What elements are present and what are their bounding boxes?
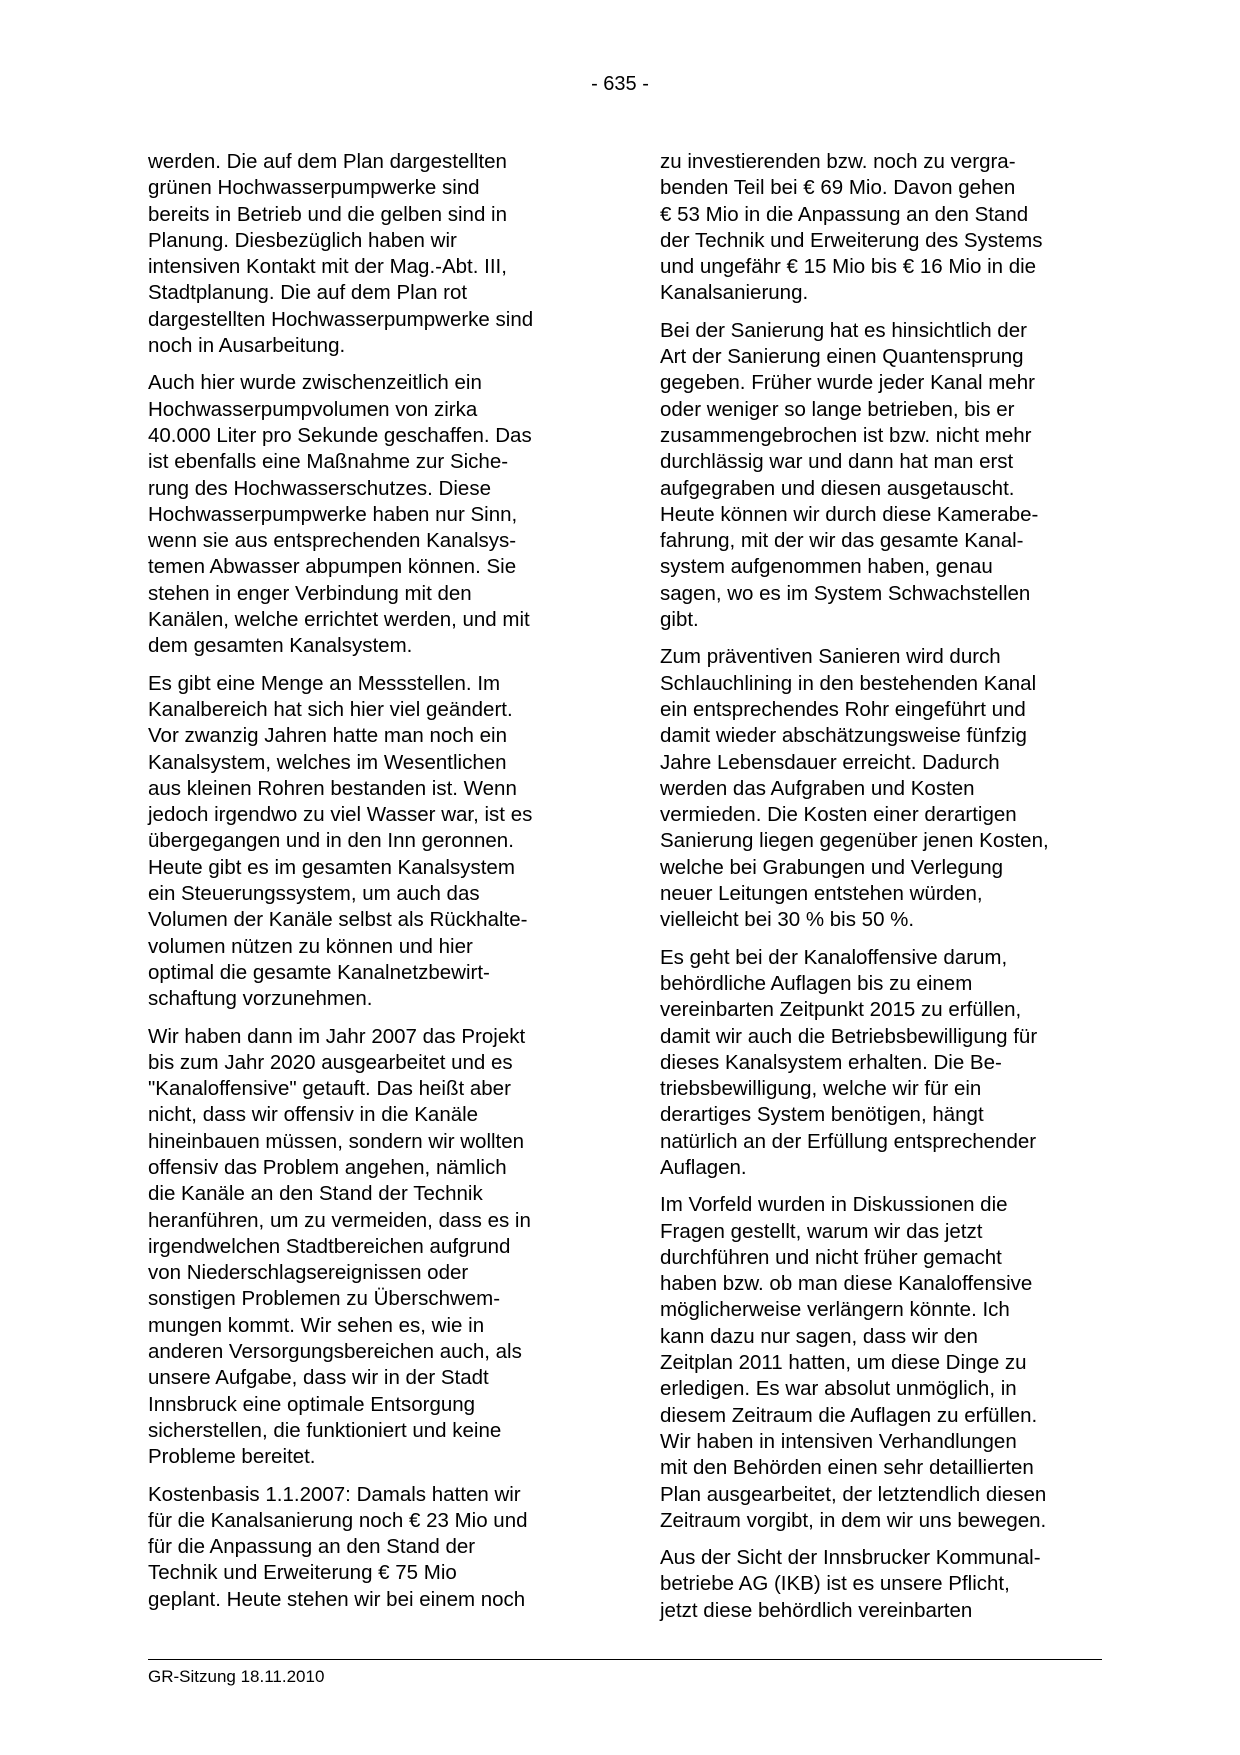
text-line: Art der Sanierung einen Quantensprung	[660, 345, 1024, 369]
left-column	[148, 149, 588, 1624]
text-line: durchführen und nicht früher gemacht	[660, 1245, 1002, 1269]
paragraph	[660, 945, 1100, 1182]
text-line: Zeitplan 2011 hatten, um diese Dinge zu	[660, 1351, 1027, 1375]
text-line: stehen in enger Verbindung mit den	[148, 581, 472, 605]
page-number: - 635 -	[591, 73, 649, 95]
text-line: fahrung, mit der wir das gesamte Kanal-	[660, 529, 1024, 553]
text-line: noch in Ausarbeitung.	[148, 334, 346, 358]
paragraph	[148, 1482, 588, 1613]
text-line: dieses Kanalsystem erhalten. Die Be-	[660, 1050, 1002, 1074]
text-line: heranführen, um zu vermeiden, dass es in	[148, 1208, 531, 1232]
text-line: durchlässig war und dann hat man erst	[660, 450, 1014, 474]
text-line: Fragen gestellt, warum wir das jetzt	[660, 1219, 983, 1243]
paragraph	[148, 370, 588, 659]
text-line: derartiges System benötigen, hängt	[660, 1103, 984, 1127]
text-line: hineinbauen müssen, sondern wir wollten	[148, 1129, 525, 1153]
text-line: aus kleinen Rohren bestanden ist. Wenn	[148, 776, 517, 800]
text-line: Plan ausgearbeitet, der letztendlich diesen	[660, 1482, 1047, 1506]
text-line: bis zum Jahr 2020 ausgearbeitet und es	[148, 1050, 513, 1074]
text-line: sonstigen Problemen zu Überschwem-	[148, 1287, 501, 1311]
text-line: zu investierenden bzw. noch zu vergra-	[660, 150, 1016, 173]
paragraph	[660, 149, 1100, 307]
text-line: Zum präventiven Sanieren wird durch	[660, 645, 1001, 669]
text-line: triebsbewilligung, welche wir für ein	[660, 1077, 982, 1101]
text-line: 40.000 Liter pro Sekunde geschaffen. Das	[148, 423, 532, 447]
paragraph	[148, 149, 588, 359]
text-line: mungen kommt. Wir sehen es, wie in	[148, 1313, 485, 1337]
text-line: dem gesamten Kanalsystem.	[148, 634, 413, 658]
text-line: möglicherweise verlängern könnte. Ich	[660, 1298, 1010, 1322]
text-line: Kostenbasis 1.1.2007: Damals hatten wir	[148, 1482, 521, 1506]
text-line: Planung. Diesbezüglich haben wir	[148, 228, 457, 252]
text-line: Technik und Erweiterung € 75 Mio	[148, 1561, 457, 1585]
text-line: Heute gibt es im gesamten Kanalsystem	[148, 855, 515, 879]
text-line: "Kanaloffensive" getauft. Das heißt aber	[148, 1077, 511, 1101]
footer-divider	[148, 1659, 1102, 1660]
text-line: zusammengebrochen ist bzw. nicht mehr	[660, 423, 1032, 447]
paragraph	[660, 644, 1100, 933]
text-line: Vor zwanzig Jahren hatte man noch ein	[148, 724, 507, 748]
text-line: aufgegraben und diesen ausgetauscht.	[660, 476, 1015, 500]
text-line: jetzt diese behördlich vereinbarten	[660, 1598, 973, 1622]
text-line: übergegangen und in den Inn geronnen.	[148, 829, 514, 853]
text-line: ist ebenfalls eine Maßnahme zur Siche-	[148, 450, 509, 474]
text-line: die Kanäle an den Stand der Technik	[148, 1182, 483, 1206]
paragraph	[148, 1024, 588, 1471]
text-line: anderen Versorgungsbereichen auch, als	[148, 1340, 522, 1364]
text-line: Auflagen.	[660, 1155, 747, 1179]
text-line: oder weniger so lange betrieben, bis er	[660, 397, 1015, 421]
text-line: mit den Behörden einen sehr detaillierten	[660, 1456, 1034, 1480]
text-line: Jahre Lebensdauer erreicht. Dadurch	[660, 750, 1000, 774]
text-line: Kanälen, welche errichtet werden, und mit	[148, 608, 530, 632]
text-line: jedoch irgendwo zu viel Wasser war, ist es	[148, 803, 533, 827]
text-line: Wir haben dann im Jahr 2007 das Projekt	[148, 1024, 526, 1048]
text-line: diesem Zeitraum die Auflagen zu erfüllen.	[660, 1403, 1038, 1427]
text-line: system aufgenommen haben, genau	[660, 555, 993, 579]
text-line: für die Anpassung an den Stand der	[148, 1535, 476, 1559]
text-line: behördliche Auflagen bis zu einem	[660, 971, 973, 995]
text-line: benden Teil bei € 69 Mio. Davon gehen	[660, 176, 1016, 200]
text-line: Schlauchlining in den bestehenden Kanal	[660, 671, 1037, 695]
text-line: Volumen der Kanäle selbst als Rückhalte-	[148, 908, 528, 932]
text-line: damit wir auch die Betriebsbewilligung für	[660, 1024, 1038, 1048]
text-line: Es gibt eine Menge an Messstellen. Im	[148, 671, 501, 695]
text-line: Innsbruck eine optimale Entsorgung	[148, 1392, 476, 1416]
text-line: geplant. Heute stehen wir bei einem noch	[148, 1587, 526, 1611]
text-line: von Niederschlagsereignissen oder	[148, 1261, 469, 1285]
text-line: vereinbarten Zeitpunkt 2015 zu erfüllen,	[660, 998, 1022, 1022]
text-line: unsere Aufgabe, dass wir in der Stadt	[148, 1366, 489, 1390]
text-line: Hochwasserpumpvolumen von zirka	[148, 397, 478, 421]
text-line: vermieden. Die Kosten einer derartigen	[660, 803, 1017, 827]
text-line: bereits in Betrieb und die gelben sind in	[148, 202, 507, 226]
text-line: ein Steuerungssystem, um auch das	[148, 882, 480, 906]
paragraph	[148, 671, 588, 1013]
text-line: irgendwelchen Stadtbereichen aufgrund	[148, 1234, 511, 1258]
text-line: intensiven Kontakt mit der Mag.-Abt. III,	[148, 255, 507, 279]
text-line: gegeben. Früher wurde jeder Kanal mehr	[660, 371, 1035, 395]
text-line: und ungefähr € 15 Mio bis € 16 Mio in die	[660, 255, 1037, 279]
footer-session-date: GR-Sitzung 18.11.2010	[148, 1667, 325, 1686]
text-line: offensiv das Problem angehen, nämlich	[148, 1155, 507, 1179]
text-line: Zeitraum vorgibt, in dem wir uns bewegen.	[660, 1508, 1047, 1532]
text-line: Wir haben in intensiven Verhandlungen	[660, 1429, 1017, 1453]
text-line: haben bzw. ob man diese Kanaloffensive	[660, 1272, 1033, 1296]
text-line: ein entsprechendes Rohr eingeführt und	[660, 697, 1026, 721]
text-line: Kanalbereich hat sich hier viel geändert.	[148, 697, 513, 721]
text-line: Sanierung liegen gegenüber jenen Kosten,	[660, 829, 1049, 853]
text-line: optimal die gesamte Kanalnetzbewirt-	[148, 960, 490, 984]
text-line: der Technik und Erweiterung des Systems	[660, 228, 1043, 252]
text-line: volumen nützen zu können und hier	[148, 934, 473, 958]
text-line: betriebe AG (IKB) ist es unsere Pflicht,	[660, 1572, 1010, 1596]
text-line: natürlich an der Erfüllung entsprechender	[660, 1129, 1037, 1153]
paragraph	[660, 1192, 1100, 1534]
text-line: Heute können wir durch diese Kamerabe-	[660, 502, 1039, 526]
right-column	[660, 149, 1100, 1635]
text-line: nicht, dass wir offensiv in die Kanäle	[148, 1103, 479, 1127]
text-line: Im Vorfeld wurden in Diskussionen die	[660, 1193, 1008, 1217]
text-line: Stadtplanung. Die auf dem Plan rot	[148, 281, 468, 305]
text-line: Auch hier wurde zwischenzeitlich ein	[148, 371, 482, 395]
text-line: Probleme bereitet.	[148, 1445, 316, 1469]
text-line: werden. Die auf dem Plan dargestellten	[148, 150, 507, 173]
text-line: temen Abwasser abpumpen können. Sie	[148, 555, 517, 579]
text-line: erledigen. Es war absolut unmöglich, in	[660, 1377, 1017, 1401]
text-line: grünen Hochwasserpumpwerke sind	[148, 176, 480, 200]
text-line: vielleicht bei 30 % bis 50 %.	[660, 908, 915, 932]
text-line: Es geht bei der Kanaloffensive darum,	[660, 945, 1008, 969]
paragraph	[660, 318, 1100, 634]
text-line: sicherstellen, die funktioniert und keine	[148, 1418, 502, 1442]
text-line: damit wieder abschätzungsweise fünfzig	[660, 724, 1027, 748]
text-line: neuer Leitungen entstehen würden,	[660, 882, 983, 906]
text-line: Kanalsystem, welches im Wesentlichen	[148, 750, 507, 774]
text-line: € 53 Mio in die Anpassung an den Stand	[660, 202, 1029, 226]
text-line: Aus der Sicht der Innsbrucker Kommunal-	[660, 1546, 1041, 1570]
text-line: wenn sie aus entsprechenden Kanalsys-	[148, 529, 517, 553]
text-line: werden das Aufgraben und Kosten	[660, 776, 975, 800]
text-line: welche bei Grabungen und Verlegung	[660, 855, 1004, 879]
text-line: rung des Hochwasserschutzes. Diese	[148, 476, 491, 500]
text-line: kann dazu nur sagen, dass wir den	[660, 1324, 978, 1348]
paragraph	[660, 1545, 1100, 1624]
text-line: gibt.	[660, 608, 699, 632]
text-line: Kanalsanierung.	[660, 281, 809, 305]
text-line: Bei der Sanierung hat es hinsichtlich der	[660, 318, 1027, 342]
text-line: Hochwasserpumpwerke haben nur Sinn,	[148, 502, 518, 526]
text-line: für die Kanalsanierung noch € 23 Mio und	[148, 1508, 528, 1532]
text-line: sagen, wo es im System Schwachstellen	[660, 581, 1031, 605]
text-line: dargestellten Hochwasserpumpwerke sind	[148, 307, 534, 331]
text-line: schaftung vorzunehmen.	[148, 987, 373, 1011]
